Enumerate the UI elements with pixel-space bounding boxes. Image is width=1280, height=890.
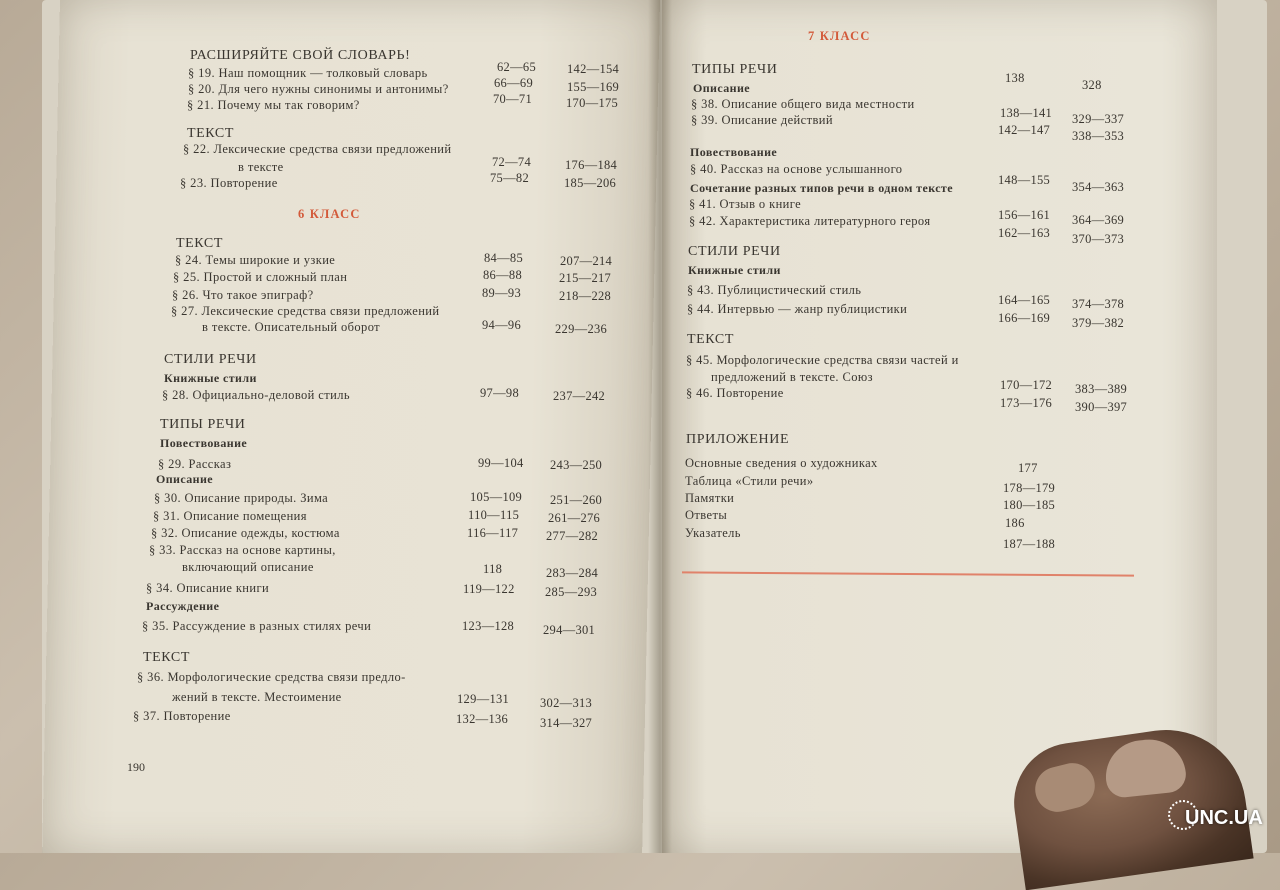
toc-item: § 34. Описание книги <box>146 581 270 595</box>
section-header: ТЕКСТ <box>143 650 190 665</box>
subsection-header: Рассуждение <box>146 599 220 613</box>
toc-item: Основные сведения о художниках <box>685 456 878 470</box>
toc-item: § 43. Публицистический стиль <box>687 283 862 297</box>
toc-exercise-range: 314—327 <box>540 716 593 730</box>
toc-item: § 32. Описание одежды, костюма <box>151 526 340 540</box>
toc-exercise-range: 155—169 <box>567 80 620 94</box>
toc-exercise-range: 390—397 <box>1075 400 1128 414</box>
toc-page-range: 129—131 <box>457 692 510 706</box>
toc-item: Ответы <box>685 508 728 522</box>
subsection-header: Книжные стили <box>164 371 257 385</box>
section-header: ТИПЫ РЕЧИ <box>160 417 246 432</box>
toc-exercise-range: 215—217 <box>559 271 612 285</box>
toc-page-range: 118 <box>483 562 503 576</box>
toc-page-range: 166—169 <box>998 311 1051 325</box>
toc-item: § 40. Рассказ на основе услышанного <box>690 162 903 176</box>
toc-exercise-range: 243—250 <box>550 458 603 472</box>
toc-page-range: 138 <box>1005 71 1025 85</box>
toc-page-range: 75—82 <box>490 171 529 185</box>
toc-page-range: 173—176 <box>1000 396 1053 410</box>
toc-exercise-range: 207—214 <box>560 254 613 268</box>
toc-exercise-range: 283—284 <box>546 566 599 580</box>
toc-page-range: 138—141 <box>1000 106 1053 120</box>
toc-item: в тексте. Описательный оборот <box>202 320 381 334</box>
toc-item: § 37. Повторение <box>133 709 231 723</box>
toc-item: § 21. Почему мы так говорим? <box>187 98 360 112</box>
toc-page-range: 119—122 <box>463 582 515 596</box>
watermark-logo: UNC.UA <box>1185 807 1263 829</box>
toc-exercise-range: 328 <box>1082 78 1102 92</box>
toc-item: включающий описание <box>182 560 314 574</box>
subsection-header: Описание <box>693 81 750 95</box>
section-header: ПРИЛОЖЕНИЕ <box>686 432 790 447</box>
section-header: СТИЛИ РЕЧИ <box>164 352 257 367</box>
toc-exercise-range: 185—206 <box>564 176 617 190</box>
toc-exercise-range: 329—337 <box>1072 112 1125 126</box>
toc-exercise-range: 170—175 <box>566 96 619 110</box>
toc-exercise-range: 374—378 <box>1072 297 1125 311</box>
toc-item: § 27. Лексические средства связи предложений <box>171 304 440 318</box>
toc-exercise-range: 370—373 <box>1072 232 1125 246</box>
toc-page-range: 180—185 <box>1003 498 1056 512</box>
toc-page-range: 70—71 <box>493 92 532 106</box>
toc-page-range: 89—93 <box>482 286 521 300</box>
toc-item: § 35. Рассуждение в разных стилях речи <box>142 619 372 633</box>
toc-page-range: 177 <box>1018 461 1038 475</box>
toc-item: § 33. Рассказ на основе картины, <box>149 543 336 557</box>
subsection-header: Повествование <box>690 145 778 159</box>
toc-exercise-range: 142—154 <box>567 62 620 76</box>
subsection-header: Описание <box>156 472 213 486</box>
toc-item: предложений в тексте. Союз <box>711 370 873 384</box>
toc-item: Указатель <box>685 526 741 540</box>
toc-exercise-range: 229—236 <box>555 322 608 336</box>
toc-page-range: 142—147 <box>998 123 1051 137</box>
toc-page-range: 148—155 <box>998 173 1051 187</box>
section-header: СТИЛИ РЕЧИ <box>688 244 781 259</box>
toc-item: § 24. Темы широкие и узкие <box>175 253 336 267</box>
toc-page-range: 170—172 <box>1000 378 1053 392</box>
toc-item: § 22. Лексические средства связи предложений <box>183 142 452 156</box>
toc-item: § 36. Морфологические средства связи предло- <box>137 670 406 684</box>
toc-item: § 42. Характеристика литературного героя <box>689 214 931 228</box>
toc-exercise-range: 251—260 <box>550 493 603 507</box>
toc-item: § 30. Описание природы. Зима <box>154 491 329 505</box>
toc-exercise-range: 261—276 <box>548 511 601 525</box>
toc-exercise-range: 379—382 <box>1072 316 1125 330</box>
toc-item: в тексте <box>238 160 284 174</box>
subsection-header: Повествование <box>160 436 248 450</box>
section-header: РАСШИРЯЙТЕ СВОЙ СЛОВАРЬ! <box>190 48 411 63</box>
section-header: ТЕКСТ <box>176 236 223 251</box>
subsection-header: Книжные стили <box>688 263 781 277</box>
toc-page-range: 156—161 <box>998 208 1051 222</box>
toc-exercise-range: 277—282 <box>546 529 599 543</box>
toc-item: § 29. Рассказ <box>158 457 232 471</box>
toc-item: § 31. Описание помещения <box>153 509 307 523</box>
toc-exercise-range: 294—301 <box>543 623 596 637</box>
section-header: ТЕКСТ <box>187 126 234 141</box>
toc-page-range: 116—117 <box>467 526 519 540</box>
toc-item: § 38. Описание общего вида местности <box>691 97 915 111</box>
subsection-header: Сочетание разных типов речи в одном тексте <box>690 181 953 195</box>
toc-page-range: 86—88 <box>483 268 522 282</box>
toc-item: § 44. Интервью — жанр публицистики <box>687 302 908 316</box>
toc-page-range: 99—104 <box>478 456 524 470</box>
toc-page-range: 164—165 <box>998 293 1051 307</box>
toc-exercise-range: 383—389 <box>1075 382 1128 396</box>
toc-item: § 20. Для чего нужны синонимы и антонимы? <box>188 82 449 96</box>
toc-item: § 41. Отзыв о книге <box>689 197 802 211</box>
toc-exercise-range: 285—293 <box>545 585 598 599</box>
toc-item: § 46. Повторение <box>686 386 784 400</box>
toc-item: жений в тексте. Местоимение <box>172 690 342 704</box>
toc-page-range: 162—163 <box>998 226 1051 240</box>
grade-heading: 7 КЛАСС <box>808 29 871 43</box>
toc-page-range: 94—96 <box>482 318 521 332</box>
toc-item: Таблица «Стили речи» <box>685 474 814 488</box>
toc-item: § 28. Официально-деловой стиль <box>162 388 350 402</box>
toc-exercise-range: 176—184 <box>565 158 618 172</box>
toc-page-range: 187—188 <box>1003 537 1056 551</box>
toc-page-range: 105—109 <box>470 490 523 504</box>
toc-page-range: 186 <box>1005 516 1025 530</box>
toc-page-range: 72—74 <box>492 155 531 169</box>
toc-page-range: 62—65 <box>497 60 536 74</box>
toc-exercise-range: 302—313 <box>540 696 593 710</box>
toc-page-range: 123—128 <box>462 619 515 633</box>
section-header: ТЕКСТ <box>687 332 734 347</box>
grade-heading: 6 КЛАСС <box>298 207 361 221</box>
toc-page-range: 110—115 <box>468 508 520 522</box>
toc-item: § 19. Наш помощник — толковый словарь <box>188 66 428 80</box>
toc-item: § 25. Простой и сложный план <box>173 270 348 284</box>
toc-item: § 23. Повторение <box>180 176 278 190</box>
toc-item: § 26. Что такое эпиграф? <box>172 288 314 302</box>
toc-exercise-range: 338—353 <box>1072 129 1125 143</box>
toc-item: Памятки <box>685 491 735 505</box>
toc-item: § 39. Описание действий <box>691 113 833 127</box>
toc-page-range: 84—85 <box>484 251 523 265</box>
book-gutter <box>648 0 672 853</box>
toc-exercise-range: 237—242 <box>553 389 606 403</box>
toc-exercise-range: 218—228 <box>559 289 612 303</box>
page-number: 190 <box>127 760 145 774</box>
toc-page-range: 178—179 <box>1003 481 1056 495</box>
toc-page-range: 132—136 <box>456 712 509 726</box>
section-header: ТИПЫ РЕЧИ <box>692 62 778 77</box>
toc-item: § 45. Морфологические средства связи частей и <box>686 353 959 367</box>
toc-page-range: 66—69 <box>494 76 533 90</box>
toc-exercise-range: 364—369 <box>1072 213 1125 227</box>
toc-exercise-range: 354—363 <box>1072 180 1125 194</box>
toc-page-range: 97—98 <box>480 386 519 400</box>
